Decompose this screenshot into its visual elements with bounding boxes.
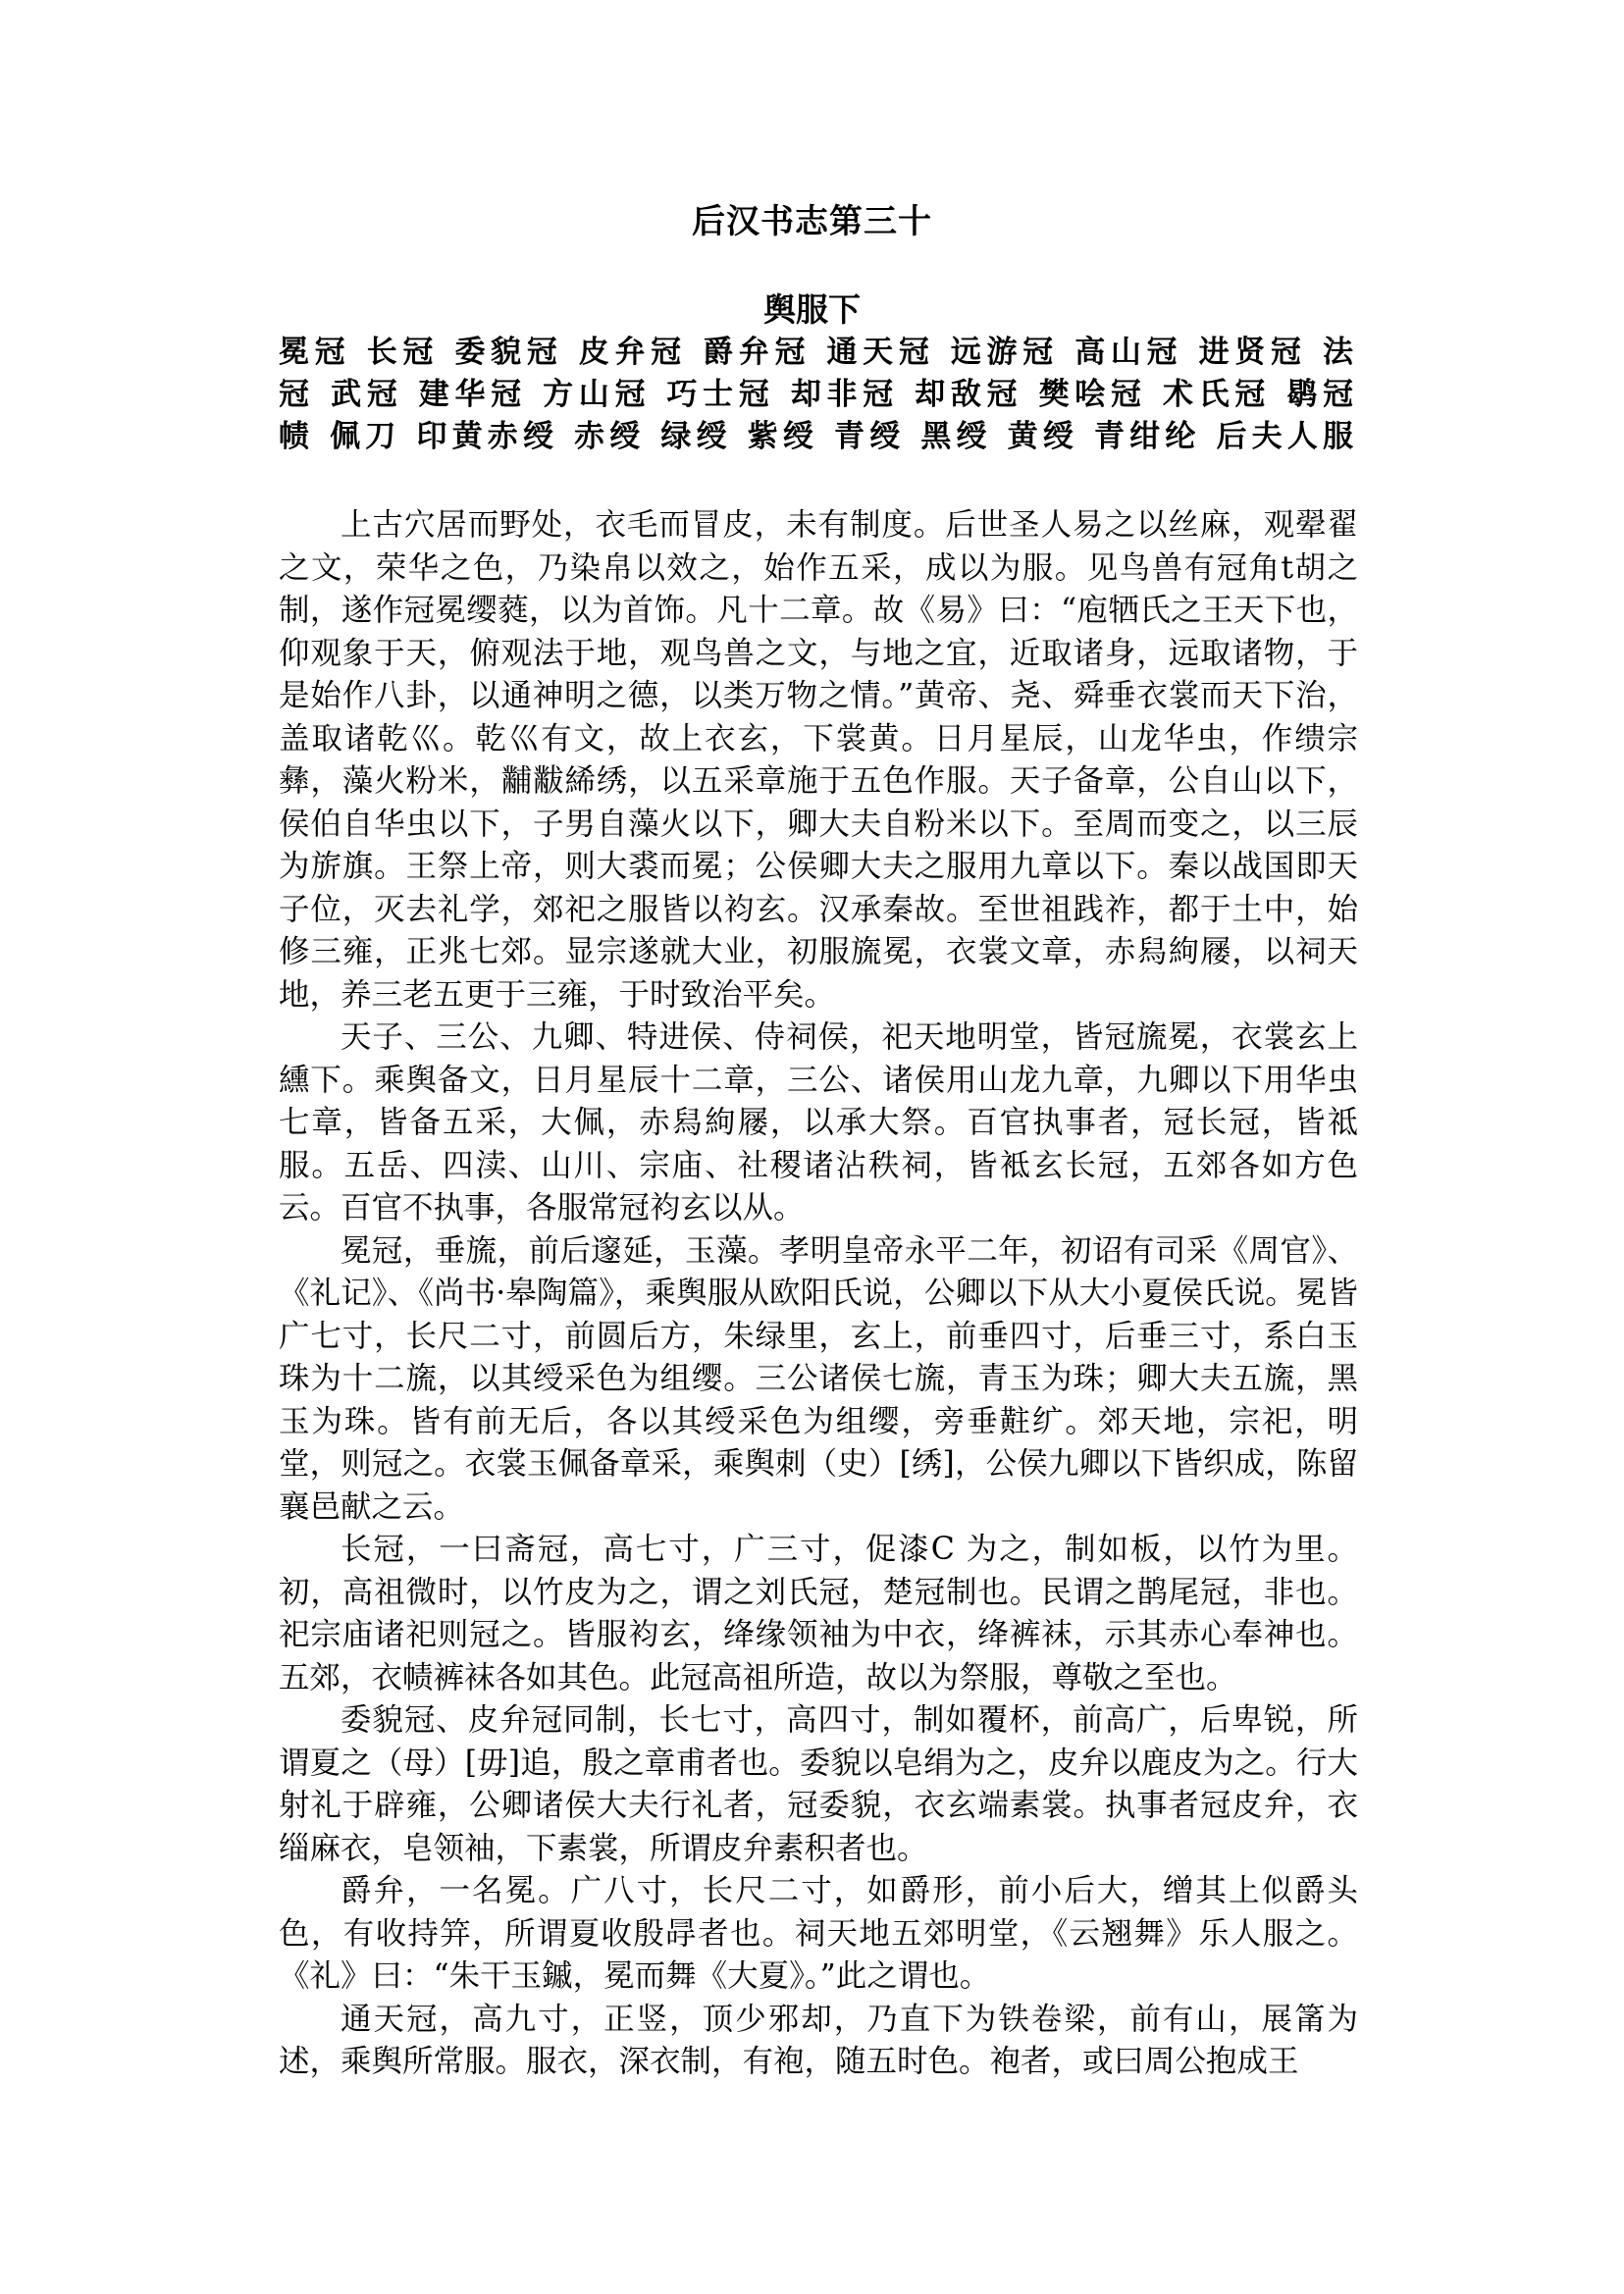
paragraph: 通天冠，高九寸，正竖，顶少邪却，乃直下为铁卷梁，前有山，展筩为述，乘舆所常服。服衣，深衣制，有袍，随五时色。袍者，或曰周公抱成王 bbox=[279, 2001, 1358, 2079]
paragraph: 上古穴居而野处，衣毛而冒皮，未有制度。后世圣人易之以丝麻，观翚翟之文，荣华之色，乃染帛以效之，始作五采，成以为服。见鸟兽有冠角t胡之制，遂作冠冕缨蕤，以为首饰。凡十二章。故《易》曰：“庖牺氏之王天下也，仰观象于天，俯观法于地，观鸟兽之文，与地之宜，近取诸身，远取诸物，于是始作八卦，以通神明之德，以类万物之情。”黄帝、尧、舜垂衣裳而天下治，盖取诸乾巛。乾巛有文，故上衣玄，下裳黄。日月星辰，山龙华虫，作缋宗彝，藻火粉米，黼黻絺绣，以五采章施于五色作服。天子备章，公自山以下，侯伯自华虫以下，子男自藻火以下，卿大夫自粉米以下。至周而变之，以三辰为旂旗。王祭上帝，则大裘而冕；公侯卿大夫之服用九章以下。秦以战国即天子位，灭去礼学，郊祀之服皆以袀玄。汉承秦故。至世祖践祚，都于土中，始修三雍，正兆七郊。显宗遂就大业，初服旒冕，衣裳文章，赤舄絇屦，以祠天地，养三老五更于三雍，于时致治平矣。 bbox=[279, 507, 1358, 1013]
paragraph: 爵弁，一名冕。广八寸，长尺二寸，如爵形，前小后大，缯其上似爵头色，有收持笄，所谓夏收殷冔者也。祠天地五郊明堂，《云翘舞》乐人服之。《礼》曰：“朱干玉鏚，冕而舞《大夏》。”此之谓也。 bbox=[279, 1873, 1358, 1994]
paragraph: 长冠，一曰斋冠，高七寸，广三寸，促漆C 为之，制如板，以竹为里。初，高祖微时，以竹皮为之，谓之刘氏冠，楚冠制也。民谓之鹊尾冠，非也。祀宗庙诸祀则冠之。皆服袀玄，绛缘领袖为中衣，绛裤袜，示其赤心奉神也。五郊，衣帻裤袜各如其色。此冠高祖所造，故以为祭服，尊敬之至也。 bbox=[279, 1532, 1358, 1695]
paragraph: 委貌冠、皮弁冠同制，长七寸，高四寸，制如覆杯，前高广，后卑锐，所谓夏之（母）[毋]追，殷之章甫者也。委貌以皂绢为之，皮弁以鹿皮为之。行大射礼于辟雍，公卿诸侯大夫行礼者，冠委貌，衣玄端素裳。执事者冠皮弁，衣缁麻衣，皂领袖，下素裳，所谓皮弁素积者也。 bbox=[279, 1702, 1358, 1866]
paragraph: 天子、三公、九卿、特进侯、侍祠侯，祀天地明堂，皆冠旒冕，衣裳玄上纁下。乘舆备文，日月星辰十二章，三公、诸侯用山龙九章，九卿以下用华虫七章，皆备五采，大佩，赤舄絇屦，以承大祭。百官执事者，冠长冠，皆祗服。五岳、四渎、山川、宗庙、社稷诸沾秩祠，皆袛玄长冠，五郊各如方色云。百官不执事，各服常冠袀玄以从。 bbox=[279, 1019, 1358, 1225]
section-contents-list bbox=[279, 332, 1353, 458]
section-title: 舆服下 bbox=[763, 290, 861, 329]
contents-line: 冠 武冠 建华冠 方山冠 巧士冠 却非冠 却敌冠 樊哙冠 术氏冠 鹖冠 bbox=[279, 377, 1353, 412]
contents-line: 帻 佩刀 印黄赤绶 赤绶 绿绶 紫绶 青绶 黑绶 黄绶 青绀纶 后夫人服 bbox=[279, 419, 1353, 454]
contents-line: 冕冠 长冠 委貌冠 皮弁冠 爵弁冠 通天冠 远游冠 高山冠 进贤冠 法 bbox=[279, 335, 1353, 370]
body-text bbox=[279, 504, 1358, 2084]
paragraph: 冕冠，垂旒，前后邃延，玉藻。孝明皇帝永平二年，初诏有司采《周官》、《礼记》、《尚书·皋陶篇》，乘舆服从欧阳氏说，公卿以下从大小夏侯氏说。冕皆广七寸，长尺二寸，前圆后方，朱绿里，玄上，前垂四寸，后垂三寸，系白玉珠为十二旒，以其绶采色为组缨。三公诸侯七旒，青玉为珠；卿大夫五旒，黑玉为珠。皆有前无后，各以其绶采色为组缨，旁垂黈纩。郊天地，宗祀，明堂，则冠之。衣裳玉佩备章采，乘舆刺（史）[绣]，公侯九卿以下皆织成，陈留襄邑献之云。 bbox=[279, 1232, 1358, 1525]
page-title: 后汉书志第三十 bbox=[692, 202, 932, 241]
